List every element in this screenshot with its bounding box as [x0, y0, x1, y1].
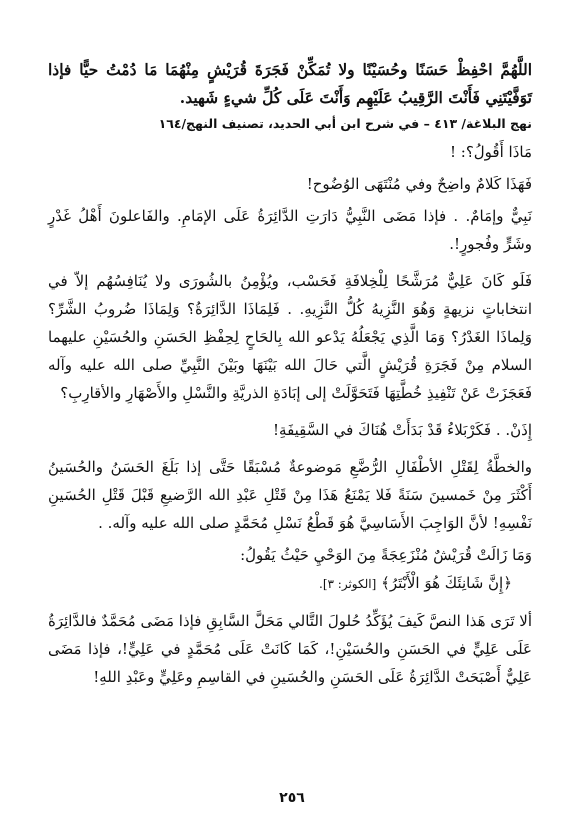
source-citation: نهج البلاغة/ ٤١٣ – في شرح ابن أبي الحديد، تصنيف النهج/١٦٤ [158, 116, 532, 131]
paragraph: إِذَنْ. . فَكَرْبَلاءُ قَدْ بَدَأَتْ هُنَاكَ في السَّقِيفَةِ! [273, 421, 532, 439]
quran-verse: ﴿إِنَّ شَانِئَكَ هُوَ الْأَبْتَرُ﴾ [381, 574, 512, 592]
paragraph: نَبِيٌّ وإمَامٌ. . فإذا مَضَى النَّبِيُّ دَارَتِ الدَّائِرَةُ عَلَى الإمَامِ. والفَاعلونَ أَهْلُ غَدْرٍ وشَرٍّ وفُجورٍ!. [48, 207, 532, 253]
question-line: مَاذَا أَقُولُ؟: ! [449, 143, 532, 161]
page-number: ٢٥٦ [279, 790, 305, 806]
paragraph: ألا تَرَى هَذا النصَّ كَيفَ يُؤَكِّدُ حُلولَ التَّالي مَحَلَّ السَّابِقِ فإذا مَضَى مُحَمَّدٌ فالدَّائِرَةُ عَلَى عَلِيٍّ في الحَسَنِ والحُسَيْنِ!، كَمَا كَانَتْ عَلَى مُحَمَّدٍ في عَلِيٍّ!، فإذا مَضَى عَلِيٌّ أَصْبَحَتْ الدَّائِرَةُ عَلَى الحَسَنِ والحُسَينِ في القاسِمِ وعَلِيٍّ وعَبْدِ اللهِ! [48, 612, 532, 686]
verse-reference: [الكوثر: ٣]. [319, 577, 377, 591]
paragraph: فَهَذَا كَلامٌ واضِحٌ وفي مُنْتَهَى الوُضُوح! [306, 175, 532, 193]
quran-verse-line [48, 569, 532, 598]
paragraph: وَمَا زَالَتْ قُرَيْشٌ مُنْزَعِجَةً مِنَ الوَحْيِ حَيْثُ يَقُولُ: [240, 546, 532, 564]
paragraph: والخطَّةُ لِقَتْلِ الأطْفَالِ الرُّضَّعِ مَوضوعةٌ مُسْبَقًا حَتَّى إذا بَلَغَ الحَسَنُ والحُسَينُ أَكْثَرَ مِنْ خَمسينَ سَنَةً فَلا يَمْنَعُ هَذَا مِنْ قَتْلِ عَبْدِ الله الرَّضيعِ قَبْلَ قَتْلِ الحُسَينِ نَفْسِهِ! لأنَّ الوَاجِبَ الأَسَاسِيَّ هُوَ قَطْعُ نَسْلِ مُحَمَّدٍ صلى الله عليه وآله. . [48, 458, 532, 532]
paragraph: فَلَو كَانَ عَلِيٌّ مُرَشَّحًا لِلْخِلافَةِ فَحَسْب، ويُؤْمِنُ بالشُورَى ولا يُنَافِسُهُم إلاّ في انتخاباتٍ نزيهةٍ وَهُوَ النَّزِيهُ كُلُّ النَّزِيهِ. . فَلِمَاذَا الدَّائِرَةُ؟ وَلِمَاذَا ضُروبُ الشَّرِّ؟ وَلِماذَا الغَدْرُ؟ وَمَا الَّذِي يَجْعَلُهُ يَدْعو الله بِالحَاحٍ لِحِفْظِ الحَسَنِ والحُسَيْنِ عليهما السلام مِنْ فَجَرَةِ قُرَيْشٍ الَّتي حَالَ الله بَيْنَهَا وبَيْنَ النَّبِيِّ صلى الله عليه وآله فَعَجَزَتْ عَنْ تَنْفِيذِ خُطَّتِهَا فَتَحَوَّلَتْ إلى إبَادَةِ الذريَّةِ والنَّسْلِ والأَصْهَارِ والأقارِبِ؟ [48, 272, 532, 402]
prayer-quote: اللَّهُمَّ احْفِظْ حَسَنًا وحُسَيْنًا ولا تُمَكِّنْ فَجَرَةَ قُرَيْشٍ مِنْهُمَا مَا دُمْتُ حيًّا فإذا تَوَفَّيْتَنِي فَأَنْتَ الرَّقِيبُ عَلَيْهِم وَأَنْتَ عَلَى كُلِّ شيءٍ شَهيد. [48, 60, 532, 107]
